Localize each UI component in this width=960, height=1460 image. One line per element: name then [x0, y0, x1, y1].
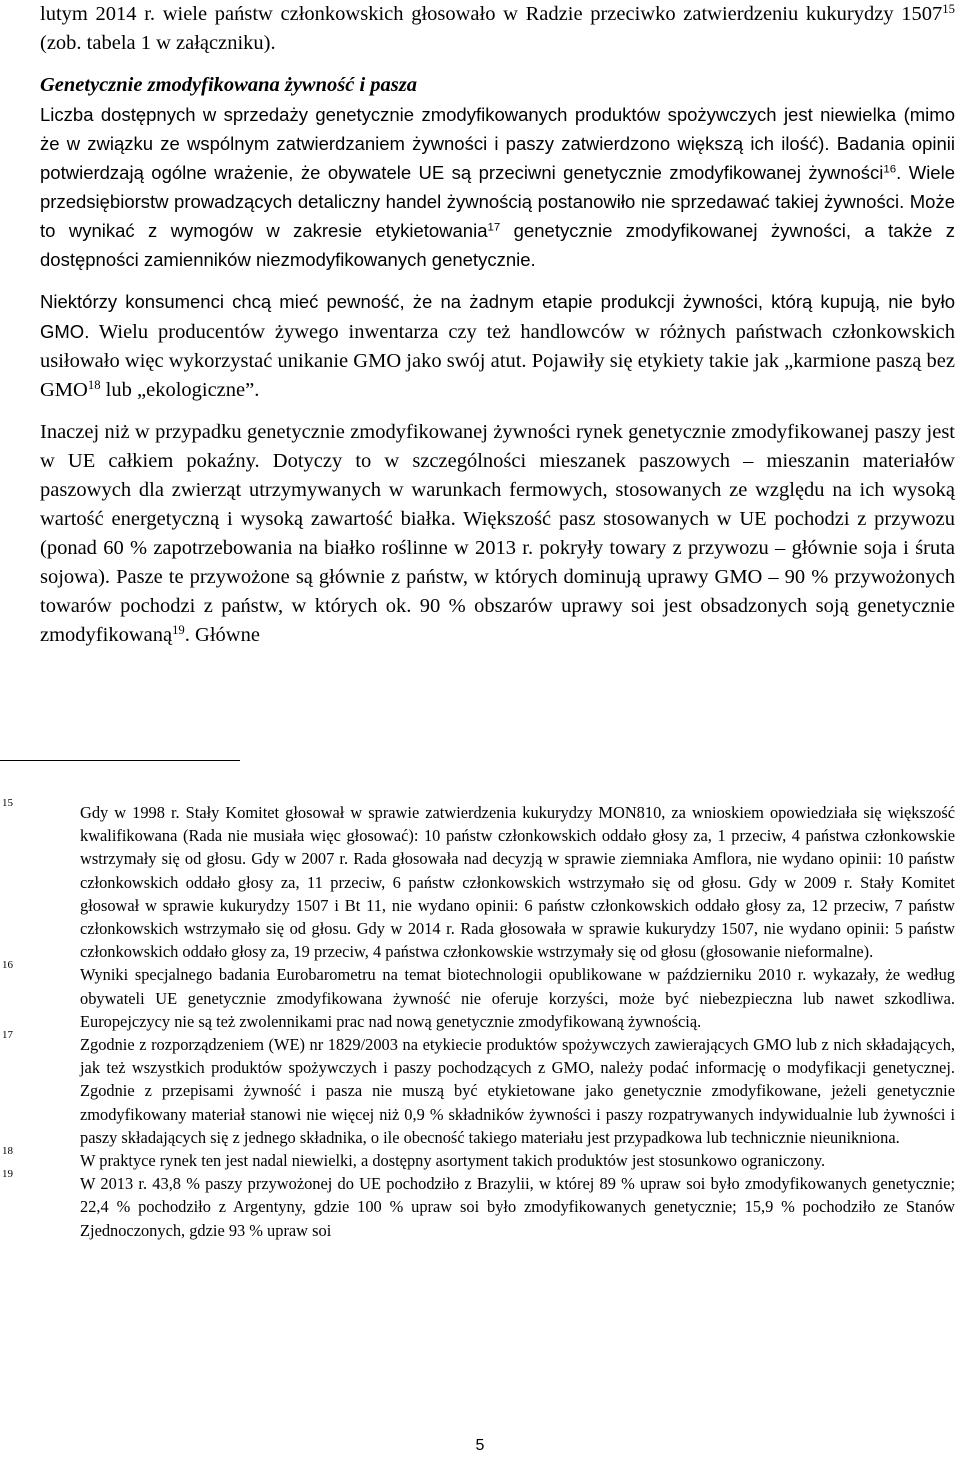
footnote-number: 19: [2, 1168, 13, 1181]
footnote-ref-18[interactable]: 18: [87, 378, 101, 393]
text-span: Wielu producentów żywego inwentarza czy też handlowców w różnych państwach członkowskich usiłowało więc wykorzystać unikanie GMO jako swój atut. Pojawiły się etykiety takie jak „karmione paszą bez GMO: [40, 321, 955, 401]
paragraph-2: [40, 287, 955, 405]
main-text: [40, 0, 955, 650]
paragraph-3: [40, 418, 955, 650]
text-span: lutym 2014 r. wiele państw członkowskich głosowało w Radzie przeciwko zatwierdzeniu kukurydzy 1507: [40, 3, 943, 25]
footnote-text: W 2013 r. 43,8 % paszy przywożonej do UE pochodziło z Brazylii, w której 89 % upraw soi było zmodyfikowanych genetycznie; 22,4 % pochodziło z Argentyny, gdzie 100 % upraw soi było zmodyfikowanych genetycznie; 15,9 % pochodziło ze Stanów Zjednoczonych, gdzie 93 % upraw soi: [80, 1174, 955, 1240]
footnote-15: [0, 797, 960, 963]
text-span: lub „ekologiczne”.: [100, 379, 260, 401]
text-span: Inaczej niż w przypadku genetycznie zmodyfikowanej żywności rynek genetycznie zmodyfikowanej paszy jest w UE całkiem pokaźny. Dotyczy to w szczególności mieszanek paszowych – mieszanin materiałów paszowych dla zwierząt utrzymywanych w warunkach fermowych, stosowanych ze względu na ich wysoką wartość energetyczną i wysoką zawartość białka. Większość pasz stosowanych w UE pochodzi z przywozu (ponad 60 % zapotrzebowania na białko roślinne w 2013 r. pokryły towary z przywozu – głównie soja i śruta sojowa). Pasze te przywożone są głównie z państw, w których dominują uprawy GMO – 90 % przywożonych towarów pochodzi z państw, w których ok. 90 % obszarów uprawy soi jest obsadzonych soją genetycznie zmodyfikowaną: [40, 421, 955, 646]
footnote-17: [0, 1029, 960, 1149]
footnote-number: 18: [2, 1145, 13, 1158]
footnote-text: Wyniki specjalnego badania Eurobarometru na temat biotechnologii opublikowane w październiku 2010 r. wykazały, że według obywateli UE genetycznie zmodyfikowana żywność nie oferuje korzyści, może być niebezpieczna lub nawet szkodliwa. Europejczycy nie są też zwolennikami prac nad nową genetycznie zmodyfikowaną żywnością.: [80, 965, 955, 1031]
text-span: . Wiele przedsiębiorstw prowadzących detaliczny handel żywnością postanowiło nie sprzedawać takiej żywności. Może to wynikać z wymogów w zakresie etykietowania: [40, 162, 955, 241]
footnote-text: W praktyce rynek ten jest nadal niewielki, a dostępny asortyment takich produktów jest stosunkowo ograniczony.: [80, 1151, 826, 1171]
footnote-number: 17: [2, 1029, 13, 1042]
footnote-text: Gdy w 1998 r. Stały Komitet głosował w sprawie zatwierdzenia kukurydzy MON810, za wnioskiem opowiedziała się większość kwalifikowana (Rada nie musiała więc głosować): 10 państw członkowskich oddało głosy za, 1 przeciw, 4 państwa członkowskie wstrzymały się od głosu. Gdy w 2007 r. Rada głosowała nad decyzją w sprawie ziemniaka Amflora, nie wydano opinii: 10 państw członkowskich oddało głosy za, 11 przeciw, 6 państw członkowskich wstrzymało się od głosu. Gdy w 2009 r. Stały Komitet głosował w sprawie kukurydzy 1507 i Bt 11, nie wydano opinii: 6 państw członkowskich oddało głosy za, 12 przeciw, 7 państw członkowskich wstrzymało się od głosu. Gdy w 2014 r. Rada głosowała w sprawie kukurydzy 1507, nie wydano opinii: 5 państw członkowskich oddało głosy za, 19 przeciw, 4 państwa członkowskie wstrzymały się od głosu (głosowanie nieformalne).: [80, 803, 955, 962]
footnote-ref-17[interactable]: 17: [487, 221, 501, 234]
footnote-ref-16[interactable]: 16: [883, 163, 897, 176]
text-span: genetycznie zmodyfikowanej żywności, a także z dostępności zamienników niezmodyfikowanych genetycznie.: [40, 220, 955, 270]
footnote-number: 15: [2, 797, 13, 809]
paragraph-1: [40, 100, 955, 274]
page-number: 5: [475, 1437, 485, 1454]
footnote-18: [0, 1145, 960, 1172]
text-span: (zob. tabela 1 w załączniku).: [40, 32, 276, 54]
text-span: Niektórzy konsumenci chcą mieć pewność, że na żadnym etapie produkcji żywności, którą kupują, nie było GMO.: [40, 291, 955, 342]
footnotes: [0, 797, 960, 1242]
footnote-text: Zgodnie z rozporządzeniem (WE) nr 1829/2003 na etykiecie produktów spożywczych zawierających GMO lub z nich składających, jak też wszystkich produktów spożywczych i paszy pochodzących z GMO, należy podać informację o modyfikacji genetycznej. Zgodnie z przepisami żywność i pasza nie muszą być etykietowane jako genetycznie zmodyfikowane, jeżeli genetycznie zmodyfikowany materiał stanowi nie więcej niż 0,9 % składników żywności i paszy rozpatrywanych indywidualnie lub żywności i paszy składających się z jednego składnika, o ile obecność takiego materiału jest przypadkowa lub technicznie nieunikniona.: [80, 1035, 955, 1147]
section-heading: Genetycznie zmodyfikowana żywność i pasza: [40, 74, 417, 96]
paragraph-continued: [40, 0, 955, 58]
text-span: . Główne: [184, 624, 260, 646]
text-span: Liczba dostępnych w sprzedaży genetycznie zmodyfikowanych produktów spożywczych jest niewielka (mimo że w związku ze wspólnym zatwierdzaniem żywności i paszy zatwierdzono większą ich ilość). Badania opinii potwierdzają ogólne wrażenie, że obywatele UE są przeciwni genetycznie zmodyfikowanej żywności: [40, 104, 955, 183]
footnote-ref-19[interactable]: 19: [172, 623, 185, 638]
footnote-number: 16: [2, 959, 13, 972]
footnote-16: [0, 959, 960, 1033]
footnote-19: [0, 1168, 960, 1242]
footnote-separator: [0, 760, 240, 761]
footnote-ref-15[interactable]: 15: [942, 2, 955, 17]
